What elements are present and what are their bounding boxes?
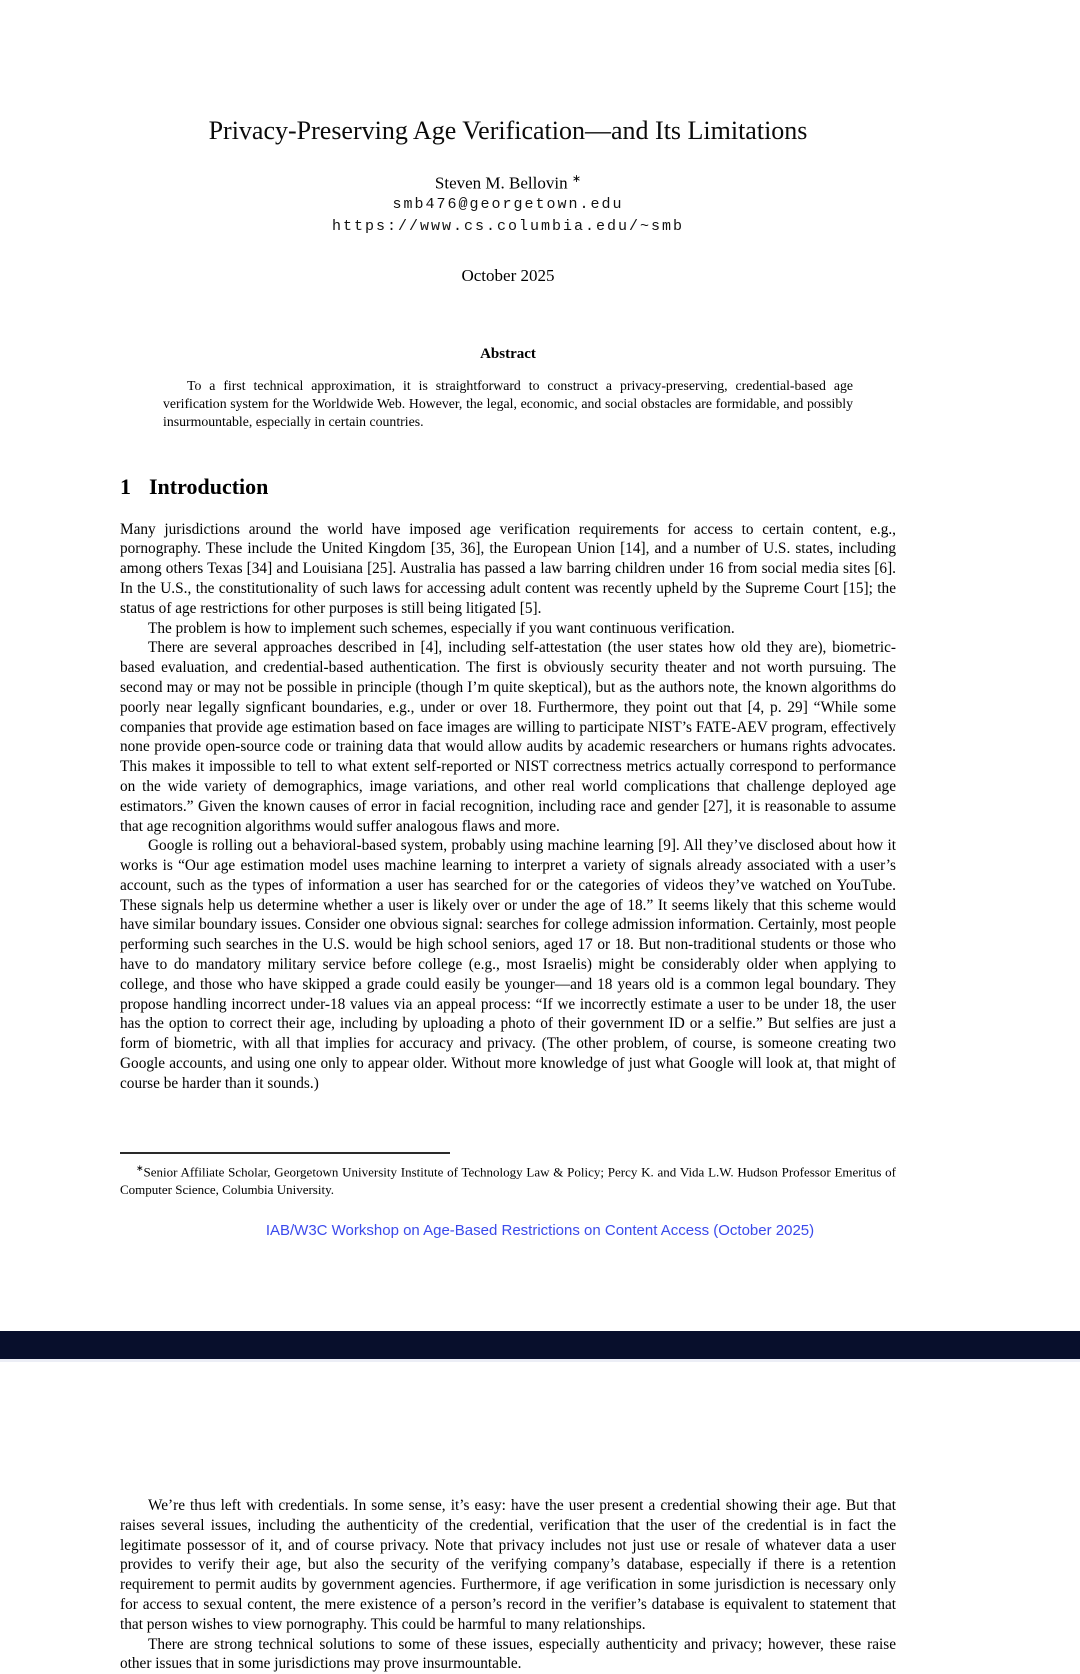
workshop-link-row xyxy=(0,1222,1080,1240)
page-1-content xyxy=(120,0,896,1094)
author-email-link[interactable]: smb476@georgetown.edu xyxy=(392,195,624,213)
section-1-heading xyxy=(120,474,896,500)
section-number: 1 xyxy=(120,473,131,499)
footnote-rule xyxy=(120,1152,450,1154)
abstract-heading: Abstract xyxy=(480,345,536,362)
section-title: Introduction xyxy=(149,473,269,499)
workshop-link[interactable]: IAB/W3C Workshop on Age-Based Restrictions on Content Access (October 2025) xyxy=(265,1222,815,1239)
page-separator-bar xyxy=(0,1331,1080,1362)
author-footnote-mark: ∗ xyxy=(571,173,582,185)
footnote-body: Senior Affiliate Scholar, Georgetown University Institute of Technology Law & Policy; Percy K. and Vida L.W. Hudson Professor Emeritus of Computer Science, Columbia University. xyxy=(120,1164,896,1197)
page2-paragraph-2: There are strong technical solutions to some of these issues, especially authenticity and privacy; however, these raise other issues that in some jurisdictions may prove insurmountable. xyxy=(120,1635,896,1673)
paragraph-2: The problem is how to implement such schemes, especially if you want continuous verification. xyxy=(148,619,735,637)
page-2-content xyxy=(120,1496,896,1674)
author-name-text: Steven M. Bellovin xyxy=(434,173,568,193)
author-block xyxy=(120,172,896,238)
paper-date: October 2025 xyxy=(461,265,555,285)
paragraph-1: Many jurisdictions around the world have imposed age verification requirements for access to certain content, e.g., pornography. These include the United Kingdom [35, 36], the European Union [14], and a number of U.S. states, including among others Texas [34] and Louisiana [25]. Australia has passed a law barring children under 16 from social media sites [6]. In the U.S., the constitutionality of such laws for accessing adult content was recently upheld by the Supreme Court [15]; the status of age restrictions for other purposes is still being litigated [5]. xyxy=(120,520,896,617)
author-homepage-link[interactable]: https://www.cs.columbia.edu/~smb xyxy=(331,217,685,235)
page2-paragraph-1: We’re thus left with credentials. In some sense, it’s easy: have the user present a credential showing their age. But that raises several issues, including the authenticity of the credential, verification that the user of the credential is in fact the legitimate possessor of it, and of course privacy. Note that privacy includes not just use or resale of whatever data a user provides to verify their age, but also the security of the verifying company’s database, especially if there is a retention requirement to permit audits by government agencies. Furthermore, if age verification in some jurisdiction is necessary only for access to sexual content, the mere existence of a person’s record in the verifier’s database is equivalent to statement that that person wishes to view pornography. This could be harmful to many relationships. xyxy=(120,1497,896,1633)
footnote-mark: ∗ xyxy=(136,1163,144,1173)
abstract-text: To a first technical approximation, it is straightforward to construct a privacy-preserving, credential-based age verification system for the Worldwide Web. However, the legal, economic, and social obstacles are formidable, and possibly insurmountable, especially in certain countries. xyxy=(163,377,853,430)
author-name xyxy=(120,172,896,194)
page-2 xyxy=(0,1362,1080,1674)
footnote-block xyxy=(120,1152,896,1198)
paragraph-4: Google is rolling out a behavioral-based system, probably using machine learning [9]. All they’ve disclosed about how it works is “Our age estimation model uses machine learning to interpret a variety of signals already associated with a user’s account, such as the types of information a user has searched for or the categories of videos they’ve watched on YouTube. These signals help us determine whether a user is likely over or under the age of 18.” It seems likely that this scheme would have similar boundary issues. Consider one obvious signal: searches for college admission information. Certainly, most people performing such searches in the U.S. would be high school seniors, aged 17 or 18. But non-traditional students or those who have to do mandatory military service before college (e.g., most Israelis) might be considerably older when applying to college, and those who have skipped a grade could easily be younger—and 18 years old is a common legal boundary. They propose handling incorrect under-18 values via an appeal process: “If we incorrectly estimate a user to be under 18, the user has the option to correct their age, including by uploading a photo of their government ID or a selfie.” But selfies are just a form of biometric, with all that implies for accuracy and privacy. (The other problem, of course, is someone creating two Google accounts, and using one only to appear older. Without more knowledge of just what Google will look at, that might of course be harder than it sounds.) xyxy=(120,837,896,1092)
paragraph-3: There are several approaches described in [4], including self-attestation (the user states how old they are), biometric-based evaluation, and credential-based authentication. The first is obviously security theater and not worth pursuing. The second may or may not be possible in principle (though I’m quite skeptical), but as the authors note, the known algorithms do poorly near legally signficant boundaries, e.g., under or over 18. Furthermore, they point out that [4, p. 29] “While some companies that provide age estimation based on face images are willing to participate NIST’s FATE-AEV program, effectively none provide open-source code or training data that would allow audits by academic researchers or humans rights advocates. This makes it impossible to tell to what extent self-reported or NIST correctness metrics actually correspond to performance on the wide variety of demographics, image variations, and other real world complications that challenge deployed age estimators.” Given the known causes of error in facial recognition, including race and gender [27], it is reasonable to assume that age recognition algorithms would suffer analogous flaws and more. xyxy=(120,639,896,835)
footnote-text xyxy=(120,1160,896,1198)
paper-title: Privacy-Preserving Age Verification—and Its Limitations xyxy=(208,116,808,145)
